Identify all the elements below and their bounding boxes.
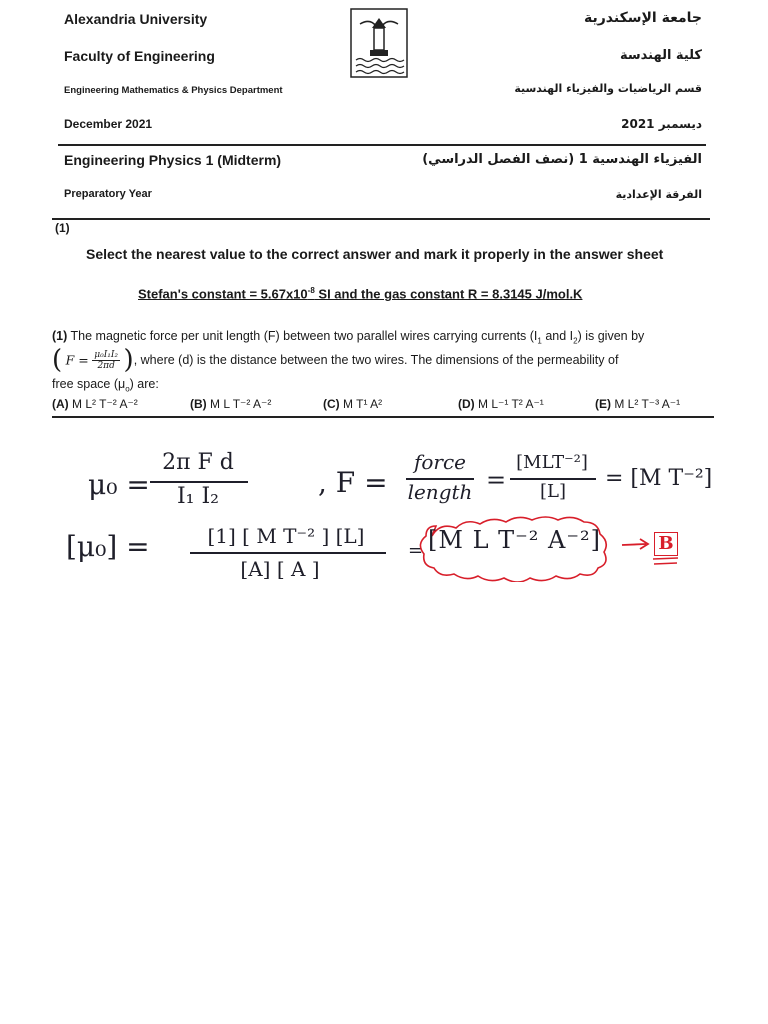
department-name-ar: قسم الرياضيات والفيزياء الهندسية xyxy=(514,82,702,95)
dim-result: [M L T⁻² A⁻²] xyxy=(428,526,602,554)
question-line-1: (1) The magnetic force per unit length (F) between two parallel wires carrying currents ($I_1$ and $I_2$) is given by xyxy=(52,329,645,346)
arrow-icon xyxy=(620,536,654,552)
mu-numerator: 2π F d xyxy=(162,450,234,475)
f-numerator-dim: [MLT⁻²] xyxy=(516,452,588,473)
section-instruction: Select the nearest value to the correct answer and mark it properly in the answer sheet xyxy=(86,246,664,262)
f-equals: = xyxy=(486,466,507,494)
year-en: Preparatory Year xyxy=(64,188,152,200)
year-ar: الفرقة الإعدادية xyxy=(615,188,702,201)
constants-line: Stefan's constant = $5.67x10^{-8}$ SI and the gas constant R = 8.3145 J/mol.K xyxy=(138,286,583,302)
exam-title-ar: الفيزياء الهندسية 1 (نصف الفصل الدراسي) xyxy=(422,152,702,167)
dim-denominator: [A] [ A ] xyxy=(240,557,320,581)
dim-equals: = xyxy=(408,540,424,561)
header-divider xyxy=(58,144,706,146)
f-lhs: , F = xyxy=(318,466,388,499)
question-divider xyxy=(52,416,714,418)
university-name-en: Alexandria University xyxy=(64,11,208,27)
section-number: (1) xyxy=(55,221,70,235)
faculty-name-ar: كلية الهندسة xyxy=(620,48,702,63)
f-result: = [M T⁻²] xyxy=(605,466,713,491)
option-e[interactable]: (E) M L² T⁻³ A⁻¹ xyxy=(595,397,681,411)
dim-fraction-bar xyxy=(190,552,386,554)
mu-denominator: I₁ I₂ xyxy=(176,484,219,509)
f-dim-bar xyxy=(510,478,596,480)
f-numerator: force xyxy=(413,450,467,474)
title-divider xyxy=(52,218,710,220)
option-a[interactable]: (A) M L² T⁻² A⁻² xyxy=(52,397,138,411)
answer-underline xyxy=(652,556,680,568)
question-line-3: free space $(\mu_o)$ are: xyxy=(52,377,159,394)
dim-lhs: [μ₀] = xyxy=(66,530,150,563)
option-d[interactable]: (D) M L⁻¹ T² A⁻¹ xyxy=(458,397,544,411)
exam-date-en: December 2021 xyxy=(64,117,153,131)
faculty-name-en: Faculty of Engineering xyxy=(64,48,215,64)
university-logo xyxy=(350,8,408,78)
exam-title-en: Engineering Physics 1 (Midterm) xyxy=(64,152,282,168)
dim-numerator: [1] [ M T⁻² ] [L] xyxy=(207,524,365,548)
mu-lhs: μ₀ = xyxy=(88,468,150,501)
option-c[interactable]: (C) M T¹ A² xyxy=(323,397,383,411)
f-denominator: length xyxy=(407,480,473,504)
question-line-2: ( F = $\frac{\text{μ₀I₁I₂}}{2\pi d}$ ), where (d) is the distance between the two wires. The dimensions of the permeability of xyxy=(52,345,619,375)
option-b[interactable]: (B) M L T⁻² A⁻² xyxy=(190,397,272,411)
department-name-en: Engineering Mathematics & Physics Department xyxy=(64,85,283,96)
exam-date-ar: ديسمبر 2021 xyxy=(621,117,702,131)
f-denominator-dim: [L] xyxy=(540,481,566,502)
mu-fraction-bar xyxy=(150,481,248,483)
university-name-ar: جامعة الإسكندرية xyxy=(583,10,702,26)
answer-box: B xyxy=(654,532,678,556)
